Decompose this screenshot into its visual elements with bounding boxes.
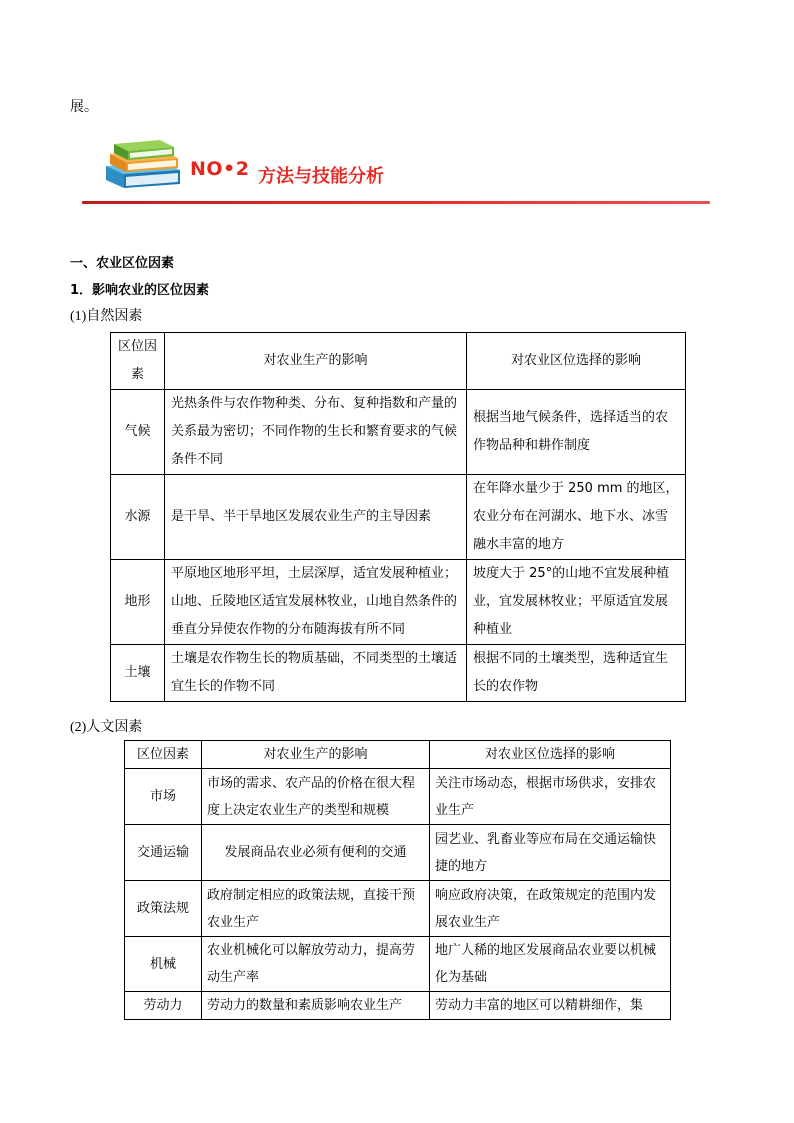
section-heading: 一、农业区位因素 — [70, 256, 175, 271]
row-location: 在年降水量少于 250 mm 的地区，农业分布在河湖水、地下水、冰雪融水丰富的地方 — [467, 475, 686, 560]
human-factors-table — [124, 740, 671, 1020]
banner-number: NO•2 — [190, 158, 250, 180]
row-factor: 交通运输 — [125, 825, 202, 881]
table-row — [111, 560, 686, 645]
row-factor: 劳动力 — [125, 992, 202, 1020]
row-production: 政府制定相应的政策法规，直接干预农业生产 — [202, 881, 430, 937]
row-factor: 地形 — [111, 560, 165, 645]
table-row — [111, 645, 686, 702]
header-location: 对农业区位选择的影响 — [430, 741, 671, 769]
natural-factors-table — [110, 332, 686, 702]
books-icon — [100, 136, 184, 192]
header-factor: 区位因素 — [111, 333, 165, 390]
human-factors-caption: (2)人文因素 — [70, 720, 143, 735]
row-production: 土壤是农作物生长的物质基础，不同类型的土壤适宜生长的作物不同 — [165, 645, 467, 702]
table-header-row — [111, 333, 686, 390]
header-production: 对农业生产的影响 — [165, 333, 467, 390]
row-location: 响应政府决策，在政策规定的范围内发展农业生产 — [430, 881, 671, 937]
table-header-row — [125, 741, 671, 769]
row-production: 农业机械化可以解放劳动力，提高劳动生产率 — [202, 937, 430, 992]
table-row — [111, 475, 686, 560]
natural-factors-caption: (1)自然因素 — [70, 309, 143, 324]
row-factor: 土壤 — [111, 645, 165, 702]
header-production: 对农业生产的影响 — [202, 741, 430, 769]
section-banner — [100, 136, 720, 212]
row-location: 坡度大于 25°的山地不宜发展种植业，宜发展林牧业；平原适宜发展种植业 — [467, 560, 686, 645]
row-location: 园艺业、乳畜业等应布局在交通运输快捷的地方 — [430, 825, 671, 881]
row-production: 市场的需求、农产品的价格在很大程度上决定农业生产的类型和规模 — [202, 769, 430, 825]
row-factor: 市场 — [125, 769, 202, 825]
row-location: 地广人稀的地区发展商品农业要以机械化为基础 — [430, 937, 671, 992]
row-production: 平原地区地形平坦，土层深厚，适宜发展种植业；山地、丘陵地区适宜发展林牧业，山地自然条件的垂直分异使农作物的分布随海拔有所不同 — [165, 560, 467, 645]
row-location: 根据不同的土壤类型，选种适宜生长的农作物 — [467, 645, 686, 702]
table-row — [125, 769, 671, 825]
lead-text: 展。 — [70, 99, 98, 115]
row-factor: 气候 — [111, 390, 165, 475]
row-location: 关注市场动态，根据市场供求，安排农业生产 — [430, 769, 671, 825]
row-factor: 机械 — [125, 937, 202, 992]
header-location: 对农业区位选择的影响 — [467, 333, 686, 390]
row-production: 发展商品农业必须有便利的交通 — [202, 825, 430, 881]
row-production: 光热条件与农作物种类、分布、复种指数和产量的关系最为密切；不同作物的生长和繁育要求的气候条件不同 — [165, 390, 467, 475]
row-production: 是干旱、半干旱地区发展农业生产的主导因素 — [165, 475, 467, 560]
row-production: 劳动力的数量和素质影响农业生产 — [202, 992, 430, 1020]
row-location: 根据当地气候条件，选择适当的农作物品种和耕作制度 — [467, 390, 686, 475]
table-row — [111, 390, 686, 475]
table-row — [125, 825, 671, 881]
subheading: 1．影响农业的区位因素 — [70, 283, 210, 298]
row-factor: 政策法规 — [125, 881, 202, 937]
row-location: 劳动力丰富的地区可以精耕细作，集 — [430, 992, 671, 1020]
banner-divider — [82, 201, 710, 204]
table-row — [125, 937, 671, 992]
table-row — [125, 881, 671, 937]
header-factor: 区位因素 — [125, 741, 202, 769]
banner-title: 方法与技能分析 — [258, 166, 384, 187]
table-row — [125, 992, 671, 1020]
row-factor: 水源 — [111, 475, 165, 560]
